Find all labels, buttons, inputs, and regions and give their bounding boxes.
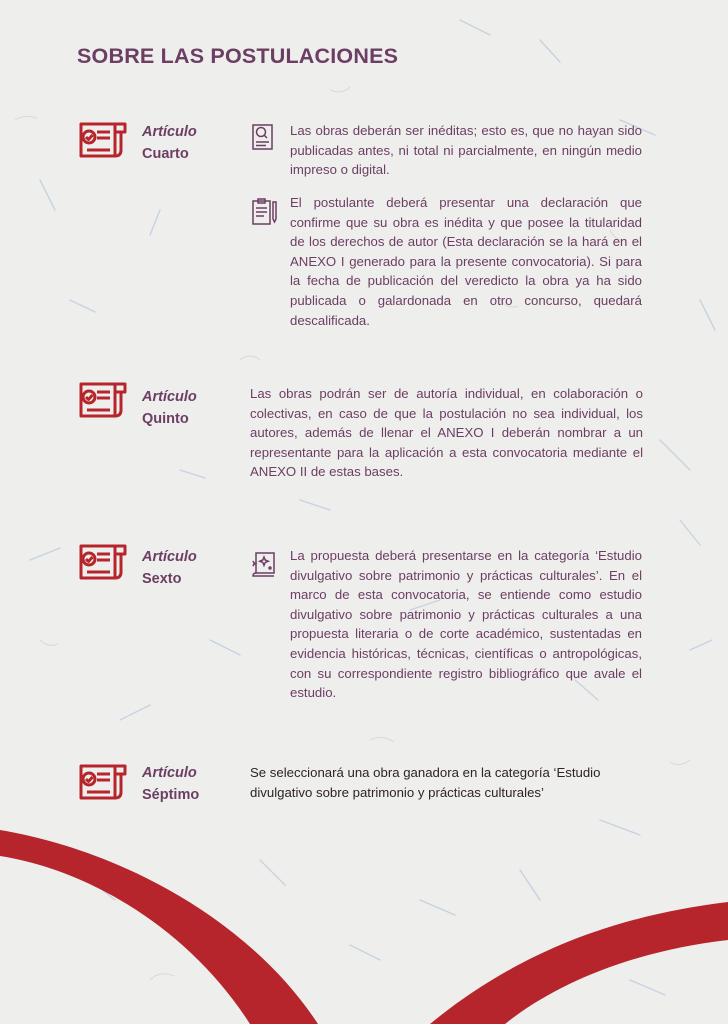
article-ordinal: Séptimo	[142, 787, 200, 803]
article-label	[142, 762, 199, 806]
article-paragraph: La propuesta deberá presentarse en la categoría ‘Estudio divulgativo sobre patrimonio y prácticas culturales’. En el marco de esta convocatoria, se entiende como estudio divulgativo sobre patrimonio y prácticas culturales a una propuesta literaria o de corte académico, sustentadas en evidencia históricas, técnicas, científicas o antropológicas, con su correspondiente registro bibliográfico que avale el estudio.	[290, 548, 642, 701]
article-label	[142, 546, 197, 590]
article-ordinal: Quinto	[142, 411, 189, 427]
article-word: Artículo	[142, 389, 197, 405]
document-search-icon	[250, 122, 278, 152]
article-paragraph: Se seleccionará una obra ganadora en la categoría ‘Estudio divulgativo sobre patrimonio y prácticas culturales’	[250, 765, 601, 800]
article-label	[142, 386, 197, 430]
article-ordinal: Cuarto	[142, 146, 189, 162]
page-title: SOBRE LAS POSTULACIONES	[77, 44, 399, 68]
scroll-document-icon	[75, 376, 131, 424]
article-paragraph: Las obras deberán ser inéditas; esto es, que no hayan sido publicadas antes, ni total ni parcialmente, en ningún medio impreso o digital.	[290, 123, 642, 178]
scroll-document-icon	[75, 758, 131, 806]
clipboard-pen-icon	[250, 196, 278, 226]
article-paragraph: Las obras podrán ser de autoría individual, en colaboración o colectivas, en caso de que la postulación no sea individual, los autores, además de llenar el ANEXO I deberán nombrar a un representante para la aplicación a esta convocatoria mediante el ANEXO II de estas bases.	[250, 386, 643, 480]
scroll-document-icon	[75, 116, 131, 164]
scroll-document-icon	[75, 538, 131, 586]
article-word: Artículo	[142, 124, 197, 140]
red-ribbon-decoration	[0, 830, 728, 1024]
article-label	[142, 121, 197, 165]
article-word: Artículo	[142, 765, 197, 781]
sparkle-book-icon	[250, 549, 278, 579]
article-ordinal: Sexto	[142, 571, 182, 587]
article-word: Artículo	[142, 549, 197, 565]
article-paragraph: El postulante deberá presentar una declaración que confirme que su obra es inédita y que posee la titularidad de los derechos de autor (Esta declaración se la hará en el ANEXO I generado para la presente convocatoria). Si para la fecha de publicación del veredicto la obra ya ha sido publicada o galardonada en otro concurso, quedará descalificada.	[290, 195, 642, 328]
